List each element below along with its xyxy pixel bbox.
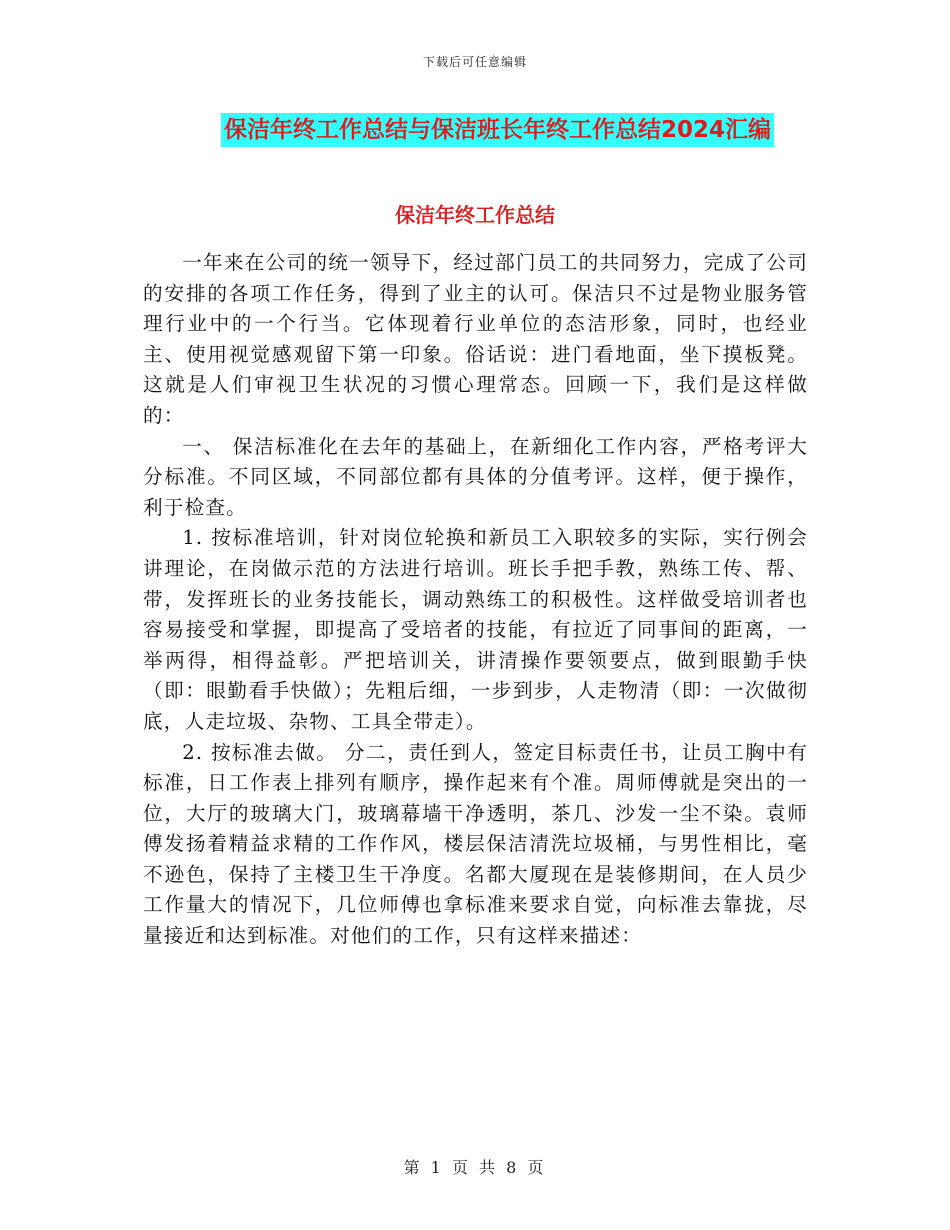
main-title-container (0, 113, 950, 147)
header-note: 下载后可任意编辑 (422, 55, 527, 69)
paragraph-point-one: 一、 保洁标准化在去年的基础上，在新细化工作内容，严格考评大分标准。不同区域，不同部位都有具体的分值考评。这样，便于操作，利于检查。 (143, 434, 808, 519)
document-body (143, 248, 808, 952)
paragraph-item-1: 1. 按标准培训，针对岗位轮换和新员工入职较多的实际，实行例会讲理论，在岗做示范的方法进行培训。班长手把手教，熟练工传、帮、带，发挥班长的业务技能长，调动熟练工的积极性。这样做受培训者也容易接受和掌握，即提高了受培者的技能，有拉近了同事间的距离，一举两得，相得益彰。严把培训关，讲清操作要领要点，做到眼勤手快（即：眼勤看手快做）；先粗后细，一步到步，人走物清（即：一次做彻底，人走垃圾、杂物、工具全带走）。 (143, 526, 808, 733)
page-number-footer: 第 1 页 共 8 页 (403, 1158, 547, 1177)
section-title: 保洁年终工作总结 (395, 203, 555, 227)
document-title: 保洁年终工作总结与保洁班长年终工作总结2024汇编 (221, 113, 774, 147)
paragraph-item-2: 2. 按标准去做。 分二，责任到人，签定目标责任书，让员工胸中有标准，日工作表上排列有顺序，操作起来有个准。周师傅就是突出的一位，大厅的玻璃大门，玻璃幕墙干净透明，茶几、沙发一尘不染。袁师傅发扬着精益求精的工作作风，楼层保洁清洗垃圾桶，与男性相比，毫不逊色，保持了主楼卫生干净度。名都大厦现在是装修期间，在人员少工作量大的情况下，几位师傅也拿标准来要求自觉，向标准去靠拢，尽量接近和达到标准。对他们的工作，只有这样来描述： (143, 740, 808, 948)
paragraph-intro: 一年来在公司的统一领导下，经过部门员工的共同努力，完成了公司的安排的各项工作任务，得到了业主的认可。保洁只不过是物业服务管理行业中的一个行当。它体现着行业单位的态洁形象，同时，也经业主、使用视觉感观留下第一印象。俗话说：进门看地面，坐下摸板凳。这就是人们审视卫生状况的习惯心理常态。回顾一下，我们是这样做的： (143, 251, 808, 427)
